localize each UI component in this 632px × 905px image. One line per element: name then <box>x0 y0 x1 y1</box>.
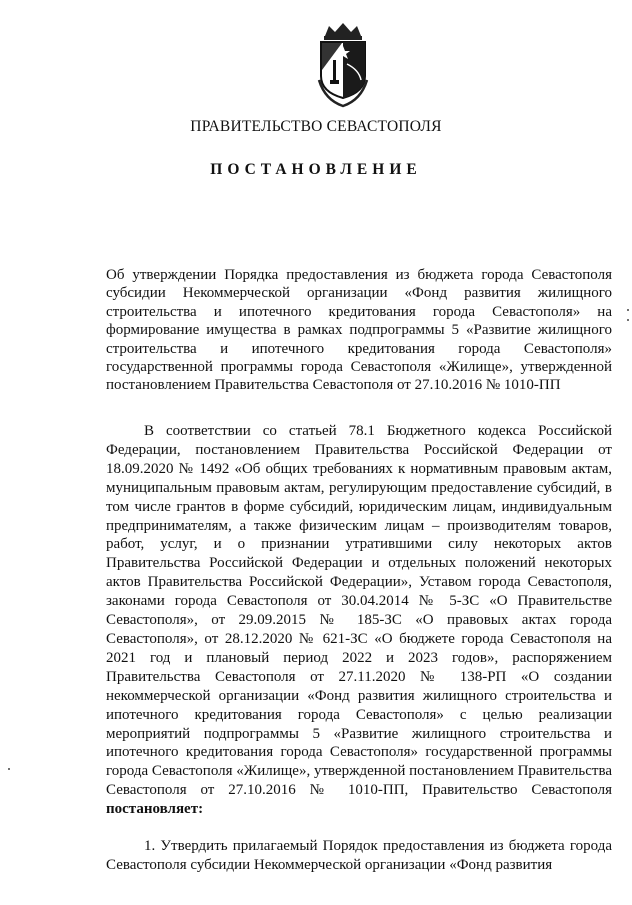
preamble-text: В соответствии со статьей 78.1 Бюджетного кодекса Российской Федерации, постановлением Правительства Российской Федерации от 18.09.2020 № 1492 «Об общих требованиях к нормативным правовым актам, муниципальным правовым актам, регулирующим предоставление субсидий, в том числе грантов в форме субсидий, юридическим лицам, индивидуальным предпринимателям, а также физическим лицам – производителям товаров, работ, услуг, и о признании утратившими силу некоторых актов Правительства Российской Федерации и отдельных положений некоторых актов Правительства Российской Федерации», Уставом города Севастополя, законами города Севастополя от 30.04.2014 № 5-ЗС «О Правительстве Севастополя», от 29.09.2015 № 185-ЗС «О правовых актах города Севастополя», от 28.12.2020 № 621-ЗС «О бюджете города Севастополя на 2021 год и плановый период 2022 и 2023 годов», распоряжением Правительства Севастополя от 27.11.2020 № 138-РП «О создании некоммерческой организации «Фонд развития жилищного строительства и ипотечного кредитования города Севастополя» с целью реализации мероприятий подпрограммы 5 «Развитие жилищного строительства и ипотечного кредитования города Севастополя» государственной программы города Севастополя «Жилище», утвержденной постановлением Правительства Севастополя от 27.10.2016 № 1010-ПП, Правительство Севастополя <box>106 423 612 799</box>
document-type: ПОСТАНОВЛЕНИЕ <box>210 161 422 178</box>
preamble-paragraph <box>106 422 612 819</box>
item-1-paragraph: 1. Утвердить прилагаемый Порядок предоставления из бюджета города Севастополя субсидии Некоммерческой организации «Фонд развития <box>106 838 612 873</box>
decree-word: постановляет: <box>106 801 204 818</box>
scan-mark <box>627 309 629 311</box>
document-body <box>106 422 612 875</box>
sevastopol-coat-of-arms-icon <box>315 20 371 110</box>
scan-mark <box>8 768 10 770</box>
document-title: Об утверждении Порядка предоставления из бюджета города Севастополя субсидии Некоммерческой организации «Фонд развития жилищного строительства и ипотечного кредитования города Севастополя» на формирование имущества в рамках подпрограммы 5 «Развитие жилищного строительства и ипотечного кредитования города Севастополя» государственной программы города Севастополя «Жилище», утвержденной постановлением Правительства Севастополя от 27.10.2016 № 1010-ПП <box>106 267 612 394</box>
scan-mark <box>627 319 629 321</box>
organization-name: ПРАВИТЕЛЬСТВО СЕВАСТОПОЛЯ <box>190 118 442 135</box>
